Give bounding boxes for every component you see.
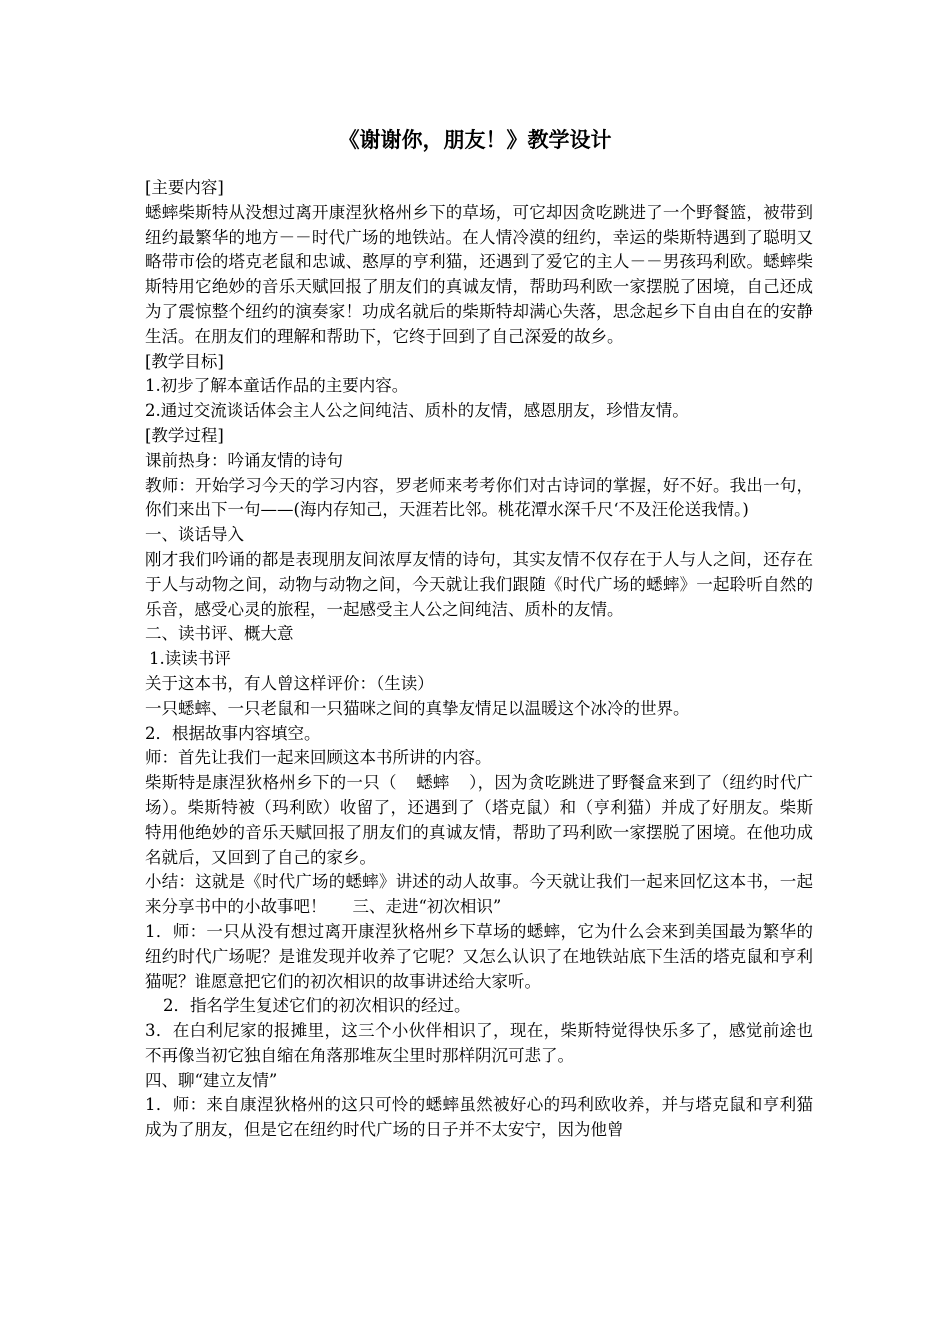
section-heading-main-content: [主要内容] [145,178,224,197]
part4-item: 1．师：来自康涅狄格州的这只可怜的蟋蟀虽然被好心的玛利欧收养，并与塔克鼠和亨利猫成为了朋友，但是它在纽约时代广场的日子并不太安宁，因为他曾 [145,1095,813,1140]
part1-paragraph: 刚才我们吟诵的都是表现朋友间浓厚友情的诗句，其实友情不仅存在于人与人之间，还存在于人与动物之间，动物与动物之间，今天就让我们跟随《时代广场的蟋蟀》一起聆听自然的乐音，感受心灵的旅程，一起感受主人公之间纯洁、质朴的友情。 [145,549,813,619]
section-heading-teaching-process: [教学过程] [145,425,224,445]
section-heading-teaching-goals: [教学目标] [145,351,224,371]
sub-item: 1.读读书评 [149,649,231,669]
part-heading: 四、聊“建立友情” [145,1070,278,1090]
part3-item: 3．在白利尼家的报摊里，这三个小伙伴相识了，现在，柴斯特觉得快乐多了，感觉前途也不再像当初它独自缩在角落那堆灰尘里时那样阴沉可悲了。 [145,1021,813,1065]
review-quote-line: 一只蟋蟀、一只老鼠和一只猫咪之间的真挚友情足以温暖这个冰冷的世界。 [145,698,690,718]
warmup-line: 课前热身：吟诵友情的诗句 [145,450,343,470]
story-summary-paragraph: 蟋蟀柴斯特从没想过离开康涅狄格州乡下的草场，可它却因贪吃跳进了一个野餐篮，被带到纽约最繁华的地方－－时代广场的地铁站。在人情冷漠的纽约，幸运的柴斯特遇到了聪明又略带市侩的塔克老鼠和忠诚、憨厚的亨利猫，还遇到了爱它的主人－－男孩玛利欧。蟋蟀柴斯特用它绝妙的音乐天赋回报了朋友们的真诚友情，帮助玛利欧一家摆脱了困境，自己还成为了震惊整个纽约的演奏家！功成名就后的柴斯特却满心失落，思念起乡下自由自在的安静生活。在朋友们的理解和帮助下，它终于回到了自己深爱的故乡。 [145,202,813,346]
part-heading: 一、谈话导入 [145,525,244,545]
sub-item: 2．根据故事内容填空。 [145,723,321,743]
part-heading: 二、读书评、概大意 [145,624,294,644]
review-intro-line: 关于这本书，有人曾这样评价：（生读） [145,673,434,693]
summary-and-part3-paragraph [145,870,813,920]
fill-text-before: 柴斯特是康涅狄格州乡下的一只（ [145,773,397,793]
document-title: 《谢谢你，朋友！》教学设计 [338,128,612,152]
teacher-intro-paragraph: 教师：开始学习今天的学习内容，罗老师来考考你们对古诗词的掌握，好不好。我出一句，你们来出下一句——(海内存知己，天涯若比邻。桃花潭水深千尺‘不及汪伦送我情。) [145,475,813,520]
teacher-line: 师：首先让我们一起来回顾这本书所讲的内容。 [145,748,492,768]
document-body [145,176,813,1143]
part-heading-inline: 三、走进“初次相识” [352,897,502,917]
part3-item: 2．指名学生复述它们的初次相识的经过。 [163,996,471,1016]
summary-line: 小结：这就是《时代广场的蟋蟀》讲述的动人故事。今天就让我们一起来回忆这本书，一起来分享书中的小故事吧！ [145,872,813,917]
fill-blank-answer: 蟋蟀 [416,773,450,793]
part3-item: 1．师：一只从没有想过离开康涅狄格州乡下草场的蟋蟀，它为什么会来到美国最为繁华的纽约时代广场呢？是谁发现并收养了它呢？又怎么认识了在地铁站底下生活的塔克鼠和亨利猫呢？谁愿意把它们的初次相识的故事讲述给大家听。 [145,921,813,991]
goal-item: 1.初步了解本童话作品的主要内容。 [145,376,409,396]
goal-item: 2.通过交流谈话体会主人公之间纯洁、质朴的友情，感恩朋友，珍惜友情。 [145,401,689,421]
fill-in-blank-paragraph [145,771,813,870]
fill-text-after: ），因为贪吃跳进了野餐盒来到了（纽约时代广场）。柴斯特被（玛利欧）收留了，还遇到了（塔克鼠）和（亨利猫）并成了好朋友。柴斯特用他绝妙的音乐天赋回报了朋友们的真诚友情，帮助了玛利欧一家摆脱了困境。在他功成名就后，又回到了自己的家乡。 [145,773,814,867]
